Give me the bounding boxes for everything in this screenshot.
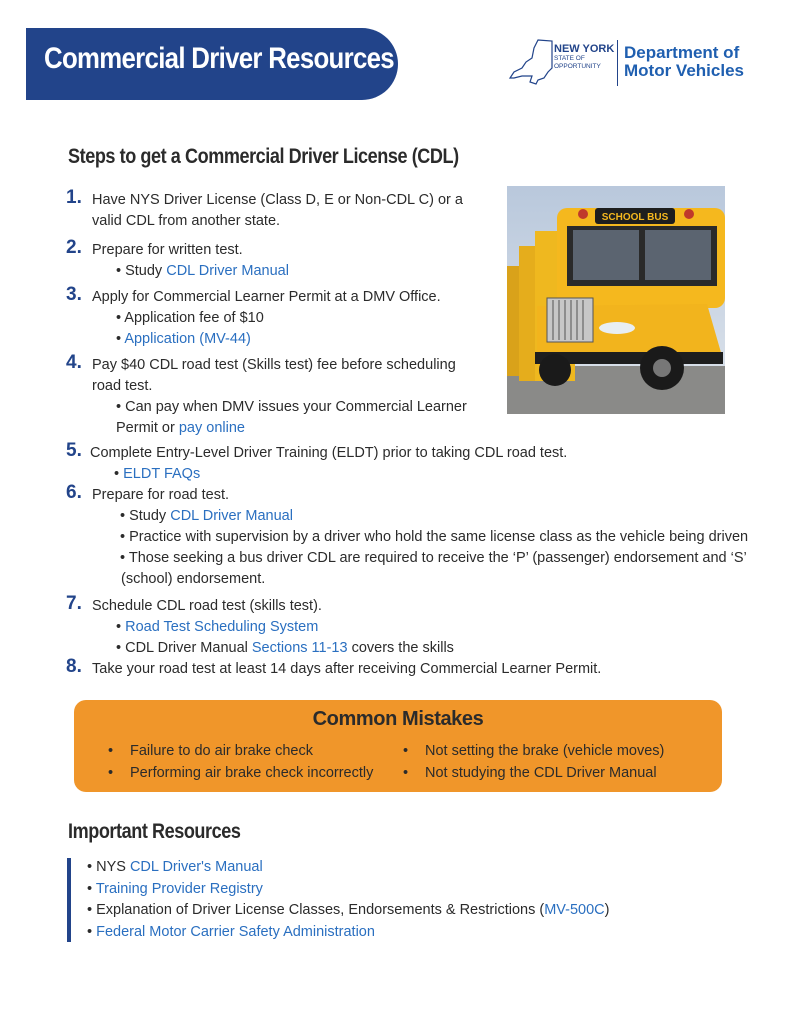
step-8: [66, 656, 602, 680]
sub-text: Permit or: [116, 420, 179, 436]
sub-text: •: [116, 331, 125, 347]
step-text: Apply for Commercial Learner Permit at a DMV Office.: [92, 289, 441, 305]
sub-text: • Can pay when DMV issues your Commercial Learner: [116, 399, 467, 415]
step-text: Prepare for road test.: [92, 487, 230, 503]
step-number: 5.: [66, 440, 82, 461]
resources-accent-bar: [67, 858, 71, 942]
step-number: 4.: [66, 352, 82, 373]
step-number: 7.: [66, 593, 82, 614]
step-number: 2.: [66, 237, 82, 258]
step-number: 8.: [66, 656, 82, 677]
ny-opportunity-label: OPPORTUNITY: [554, 62, 601, 70]
bus-sign-text: SCHOOL BUS: [601, 212, 669, 223]
ny-state-label: NEW YORK: [554, 43, 615, 55]
sub-text: •: [116, 619, 126, 635]
sub-text: • Application fee of $10: [116, 310, 264, 326]
step-number: 6.: [66, 482, 82, 503]
school-bus-photo: [507, 186, 725, 414]
nys-dmv-logo: [508, 38, 758, 90]
sub-text: •: [114, 466, 124, 482]
sub-text: • CDL Driver Manual: [116, 640, 252, 656]
eldt-faqs-link[interactable]: ELDT FAQs: [123, 466, 201, 482]
road-test-scheduling-link[interactable]: Road Test Scheduling System: [125, 619, 319, 635]
step-text: Pay $40 CDL road test (Skills test) fee before scheduling: [92, 357, 456, 373]
step-number: 1.: [66, 187, 82, 208]
resource-text: • Explanation of Driver License Classes, Endorsements & Restrictions (: [87, 902, 545, 918]
fmcsa-link[interactable]: Federal Motor Carrier Safety Administration: [96, 923, 375, 940]
resource-text: •: [87, 923, 97, 940]
agency-line-2: Motor Vehicles: [624, 61, 744, 80]
step-text: Complete Entry-Level Driver Training (ELDT) prior to taking CDL road test.: [90, 445, 568, 461]
resource-item: [87, 857, 609, 879]
resource-text: • NYS: [87, 859, 130, 875]
page-title: Commercial Driver Resources: [44, 42, 394, 75]
application-mv44-link[interactable]: Application (MV-44): [124, 331, 251, 347]
resources-heading: Important Resources: [68, 820, 241, 843]
sections-11-13-link[interactable]: Sections 11-13: [251, 640, 348, 656]
ny-state-of-label: STATE OF: [554, 55, 585, 62]
step-text: Prepare for written test.: [92, 242, 243, 258]
sub-text: (school) endorsement.: [121, 571, 266, 587]
resource-item: [87, 879, 609, 901]
resource-item: [87, 922, 609, 944]
mistake-item: • Not studying the CDL Driver Manual: [403, 762, 664, 784]
cdl-driver-manual-link-2[interactable]: CDL Driver Manual: [170, 508, 293, 524]
mistake-item: • Not setting the brake (vehicle moves): [403, 740, 664, 762]
sub-text: • Study: [116, 263, 167, 279]
cdl-driver-manual-link[interactable]: CDL Driver Manual: [166, 263, 289, 279]
step-4: [66, 352, 467, 439]
logo-divider: [617, 40, 618, 86]
agency-line-1: Department of: [624, 43, 740, 62]
resource-text: •: [87, 880, 96, 897]
mistakes-list-right: [403, 740, 664, 784]
step-3: [66, 284, 441, 350]
common-mistakes-heading: Common Mistakes: [312, 708, 484, 730]
resource-item: [87, 900, 609, 922]
step-text: Take your road test at least 14 days after receiving Commercial Learner Permit.: [92, 661, 602, 677]
sub-text: • Those seeking a bus driver CDL are required to receive the ‘P’ (passenger) endorsement and ‘S’: [120, 550, 747, 566]
resources-list: [87, 857, 609, 943]
step-5: [66, 440, 568, 485]
step-7: [66, 593, 454, 659]
resource-text: ): [604, 902, 610, 918]
cdl-drivers-manual-link[interactable]: CDL Driver's Manual: [129, 859, 263, 875]
sub-text: • Practice with supervision by a driver who hold the same license class as the vehicle being driven: [120, 529, 749, 545]
training-provider-registry-link[interactable]: Training Provider Registry: [95, 880, 263, 897]
step-1: [66, 187, 463, 232]
pay-online-link[interactable]: pay online: [178, 420, 245, 436]
step-text: Schedule CDL road test (skills test).: [92, 598, 322, 614]
step-6: [66, 482, 749, 590]
steps-heading: Steps to get a Commercial Driver License (CDL): [68, 145, 459, 168]
new-york-state-outline-icon: [508, 38, 554, 88]
title-banner: [26, 28, 398, 100]
common-mistakes-box: [74, 700, 722, 792]
step-text: valid CDL from another state.: [92, 213, 281, 229]
mistake-item: • Performing air brake check incorrectly: [108, 762, 373, 784]
step-2: [66, 237, 289, 282]
sub-text: covers the skills: [347, 640, 454, 656]
sub-text: • Study: [120, 508, 171, 524]
mv-500c-link[interactable]: MV-500C: [544, 902, 605, 918]
mistake-item: • Failure to do air brake check: [108, 740, 373, 762]
mistakes-list-left: [108, 740, 373, 784]
agency-name: [624, 44, 744, 80]
step-text: Have NYS Driver License (Class D, E or Non-CDL C) or a: [92, 192, 463, 208]
step-text: road test.: [92, 378, 153, 394]
step-number: 3.: [66, 284, 82, 305]
